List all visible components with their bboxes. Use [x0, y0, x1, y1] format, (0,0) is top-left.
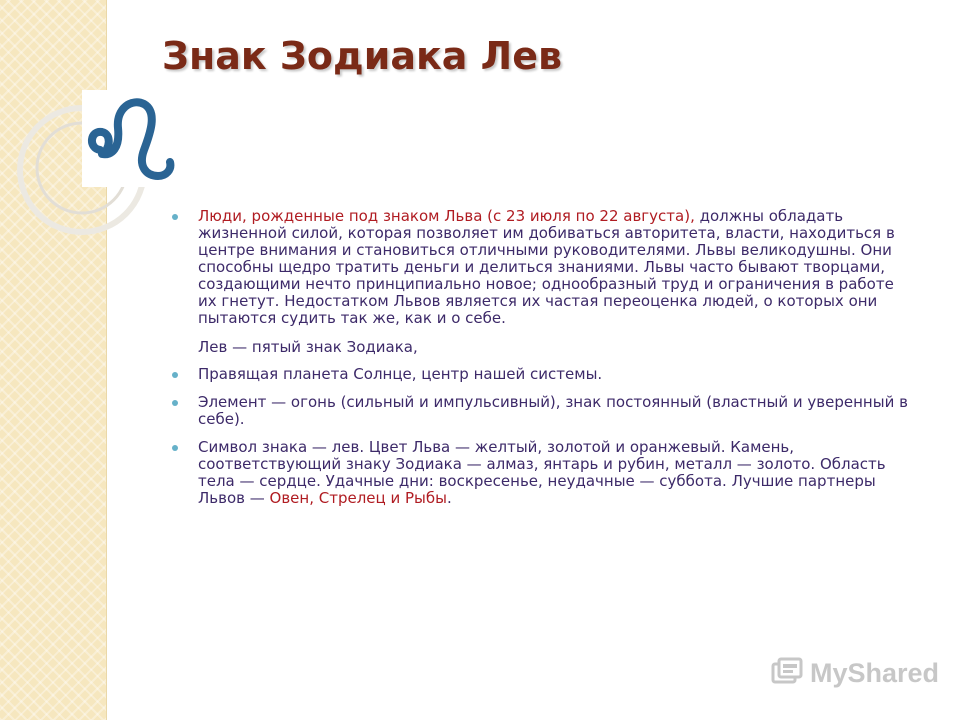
highlight-dates: Люди, рожденные под знаком Льва (с 23 июля по 22 августа) [198, 207, 691, 225]
bullet-paragraph-traits [172, 208, 916, 327]
myshared-logo-icon [770, 656, 804, 690]
slide-content [172, 208, 916, 518]
bullet-icon [172, 400, 178, 406]
bullet-icon [172, 214, 178, 220]
leo-symbol-icon [82, 90, 185, 187]
bullet-text: Элемент — огонь (сильный и импульсивный), знак постоянный (властный и уверенный в себе). [198, 393, 908, 428]
partners-highlight: Овен, Стрелец и Рыбы [269, 489, 447, 507]
bullet-text: Правящая планета Солнце, центр нашей системы. [198, 365, 603, 383]
bullet-symbol-details [172, 439, 916, 507]
myshared-watermark [770, 656, 939, 690]
bullet-element [172, 394, 916, 428]
subline-fifth-sign: Лев — пятый знак Зодиака, [198, 338, 418, 356]
bullet-planet [172, 366, 916, 383]
watermark-text: MyShared [810, 657, 940, 688]
slide-title: Знак Зодиака Лев [162, 34, 563, 78]
traits-text: должны обладать жизненной силой, которая позволяет им добиваться авторитета, власти, находиться в центре внимания и становиться отличными руководителями. Львы великодушны. Они способны щедро тратить деньги и делиться знаниями. Львы часто бывают творцами, создающими нечто принципиально новое; однообразный труд и ограничения в работе их гнетут. Недостатком Львов является их частая переоценка людей, о которых они пытаются судить так же, как и о себе. [198, 207, 895, 327]
bullet-icon [172, 372, 178, 378]
highlight-comma: , [690, 207, 695, 225]
bullet-icon [172, 445, 178, 451]
period: . [447, 489, 452, 507]
leo-symbol-image [82, 90, 185, 187]
bullet-text: Символ знака — лев. Цвет Льва — желтый, золотой и оранжевый. Камень, соответствующий знаку Зодиака — алмаз, янтарь и рубин, металл — золото. Область тела — сердце. Удачные дни: воскресенье, неудачные — суббота. Лучшие партнеры Львов — [198, 438, 886, 507]
